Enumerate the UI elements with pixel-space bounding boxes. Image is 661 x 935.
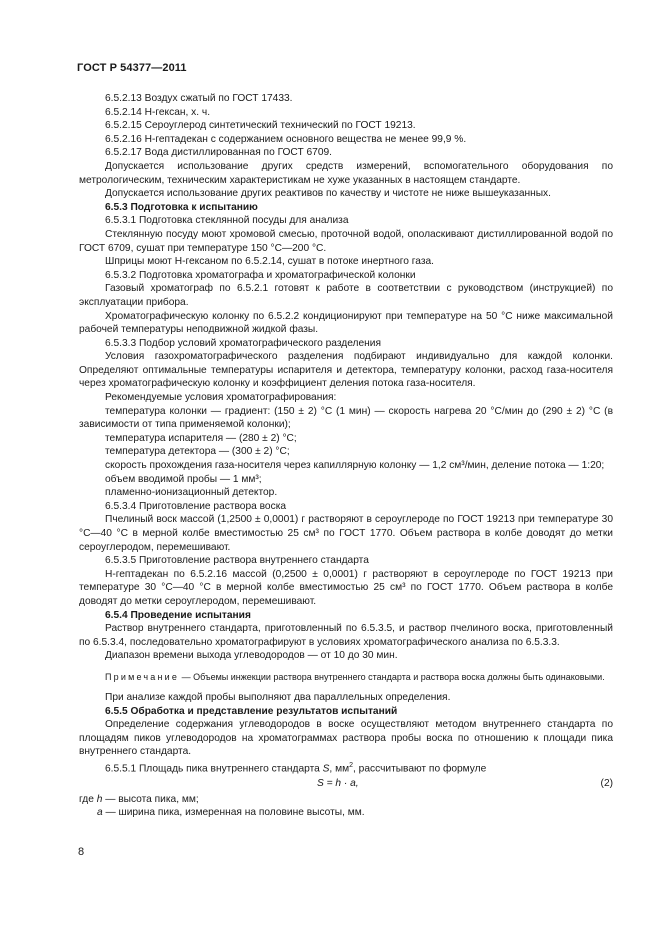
paragraph: Раствор внутреннего стандарта, приготовленный по 6.5.3.5, и раствор пчелиного воска, приготовленный по 6.5.3.4, последовательно хроматографируют в условиях хроматографического анализа по 6.5.3.3. (79, 623, 613, 648)
condition-item: скорость прохождения газа-носителя через капиллярную колонку — 1,2 см³/мин, деление потока — 1:20; (105, 460, 605, 472)
document-body (79, 92, 613, 820)
subsection-heading: 6.5.3.4 Приготовление раствора воска (105, 500, 287, 512)
formula-intro: 6.5.5.1 Площадь пика внутреннего стандарта S, $мм^2$, рассчитывают по формуле (105, 761, 487, 775)
document-header: ГОСТ Р 54377—2011 (77, 62, 187, 74)
paragraph: 6.5.2.17 Вода дистиллированная по ГОСТ 6709. (105, 147, 332, 159)
formula-expression: S = h · a, (317, 777, 359, 789)
section-heading: 6.5.5 Обработка и представление результатов испытаний (105, 705, 398, 717)
subsection-heading: 6.5.3.5 Приготовление раствора внутреннего стандарта (105, 555, 369, 567)
condition-item: объем вводимой пробы — 1 мм³; (105, 473, 262, 485)
note-label: Примечание (105, 671, 180, 682)
paragraph: Рекомендуемые условия хроматографирования: (105, 392, 337, 404)
paragraph: Хроматографическую колонку по 6.5.2.2 кондиционируют при температуре на 50 °С ниже максимальной рабочей температуры неподвижной жидкой фазы. (79, 310, 613, 336)
paragraph: Диапазон времени выхода углеводородов — от 10 до 30 мин. (105, 650, 398, 662)
page-number: 8 (78, 846, 85, 858)
paragraph: Шприцы моют Н-гексаном по 6.5.2.14, сушат в потоке инертного газа. (105, 256, 435, 268)
formula (79, 777, 613, 793)
subsection-heading: 6.5.3.1 Подготовка стеклянной посуды для анализа (105, 215, 349, 227)
paragraph: 6.5.2.14 Н-гексан, х. ч. (105, 106, 211, 118)
where-item: где h — высота пика, мм; (79, 793, 199, 805)
paragraph: Допускается использование других средств измерений, вспомогательного оборудования по метрологическим, техническим характеристикам не хуже указанных в настоящем стандарте. (79, 160, 613, 186)
condition-item: температура колонки — градиент: (150 ± 2) °С (1 мин) — скорость нагрева 20 °С/мин до (290 ± 2) °С (в зависимости от типа применяемой колонки); (79, 405, 613, 431)
paragraph: Условия газохроматографического разделения подбирают индивидуально для каждой колонки. Определяют оптимальные температуры испарителя и детектора, температуру колонки, расход газа-носителя через хроматографическую колонку и коэффициент деления потока газа-носителя. (79, 351, 613, 390)
paragraph: Допускается использование других реактивов по качеству и чистоте не ниже вышеуказанных. (105, 188, 551, 200)
paragraph: Газовый хроматограф по 6.5.2.1 готовят к работе в соответствии с руководством (инструкцией) по эксплуатации прибора. (79, 283, 613, 308)
where-item: a — ширина пика, измеренная на половине высоты, мм. (97, 807, 365, 819)
condition-item: температура испарителя — (280 ± 2) °С; (105, 432, 297, 444)
paragraph: 6.5.2.13 Воздух сжатый по ГОСТ 17433. (105, 93, 293, 104)
note-text: — Объемы инжекции раствора внутреннего стандарта и раствора воска должны быть одинаковыми. (179, 671, 605, 682)
paragraph: Определение содержания углеводородов в воске осуществляют методом внутреннего стандарта по площадям пиков углеводородов на хроматограммах раствора пробы воска по отношению к площади пика внутреннего стандарта. (79, 719, 613, 758)
subsection-heading: 6.5.3.2 Подготовка хроматографа и хроматографической колонки (105, 269, 416, 281)
condition-item: пламенно-ионизационный детектор. (105, 487, 278, 499)
paragraph: Н-гептадекан по 6.5.2.16 массой (0,2500 ± 0,0001) г растворяют в сероуглероде по ГОСТ 19213 при температуре 30 °С—40 °С в мерной колбе вместимостью 25 см³ по ГОСТ 1770. Объем раствора в колбе доводят до метки сероуглеродом, перемешивают. (79, 568, 613, 607)
note (79, 671, 613, 683)
formula-number: (2) (600, 777, 613, 789)
section-heading: 6.5.4 Проведение испытания (105, 609, 251, 621)
paragraph: 6.5.2.15 Сероуглерод синтетический технический по ГОСТ 19213. (105, 120, 416, 132)
condition-item: температура детектора — (300 ± 2) °С; (105, 446, 290, 458)
section-heading: 6.5.3 Подготовка к испытанию (105, 201, 258, 213)
paragraph: Стеклянную посуду моют хромовой смесью, проточной водой, ополаскивают дистиллированной водой по ГОСТ 6709, сушат при температуре 150 °С—200 °С. (79, 228, 613, 254)
subsection-heading: 6.5.3.3 Подбор условий хроматографического разделения (105, 337, 381, 349)
paragraph: 6.5.2.16 Н-гептадекан с содержанием основного вещества не менее 99,9 %. (105, 133, 467, 145)
paragraph: Пчелиный воск массой (1,2500 ± 0,0001) г растворяют в сероуглероде по ГОСТ 19213 при температуре 30 °С—40 °С в мерной колбе вместимостью 25 см³ по ГОСТ 1770. Объем раствора в колбе доводят до метки сероуглеродом, перемешивают. (79, 514, 613, 553)
paragraph: При анализе каждой пробы выполняют два параллельных определения. (105, 691, 451, 703)
